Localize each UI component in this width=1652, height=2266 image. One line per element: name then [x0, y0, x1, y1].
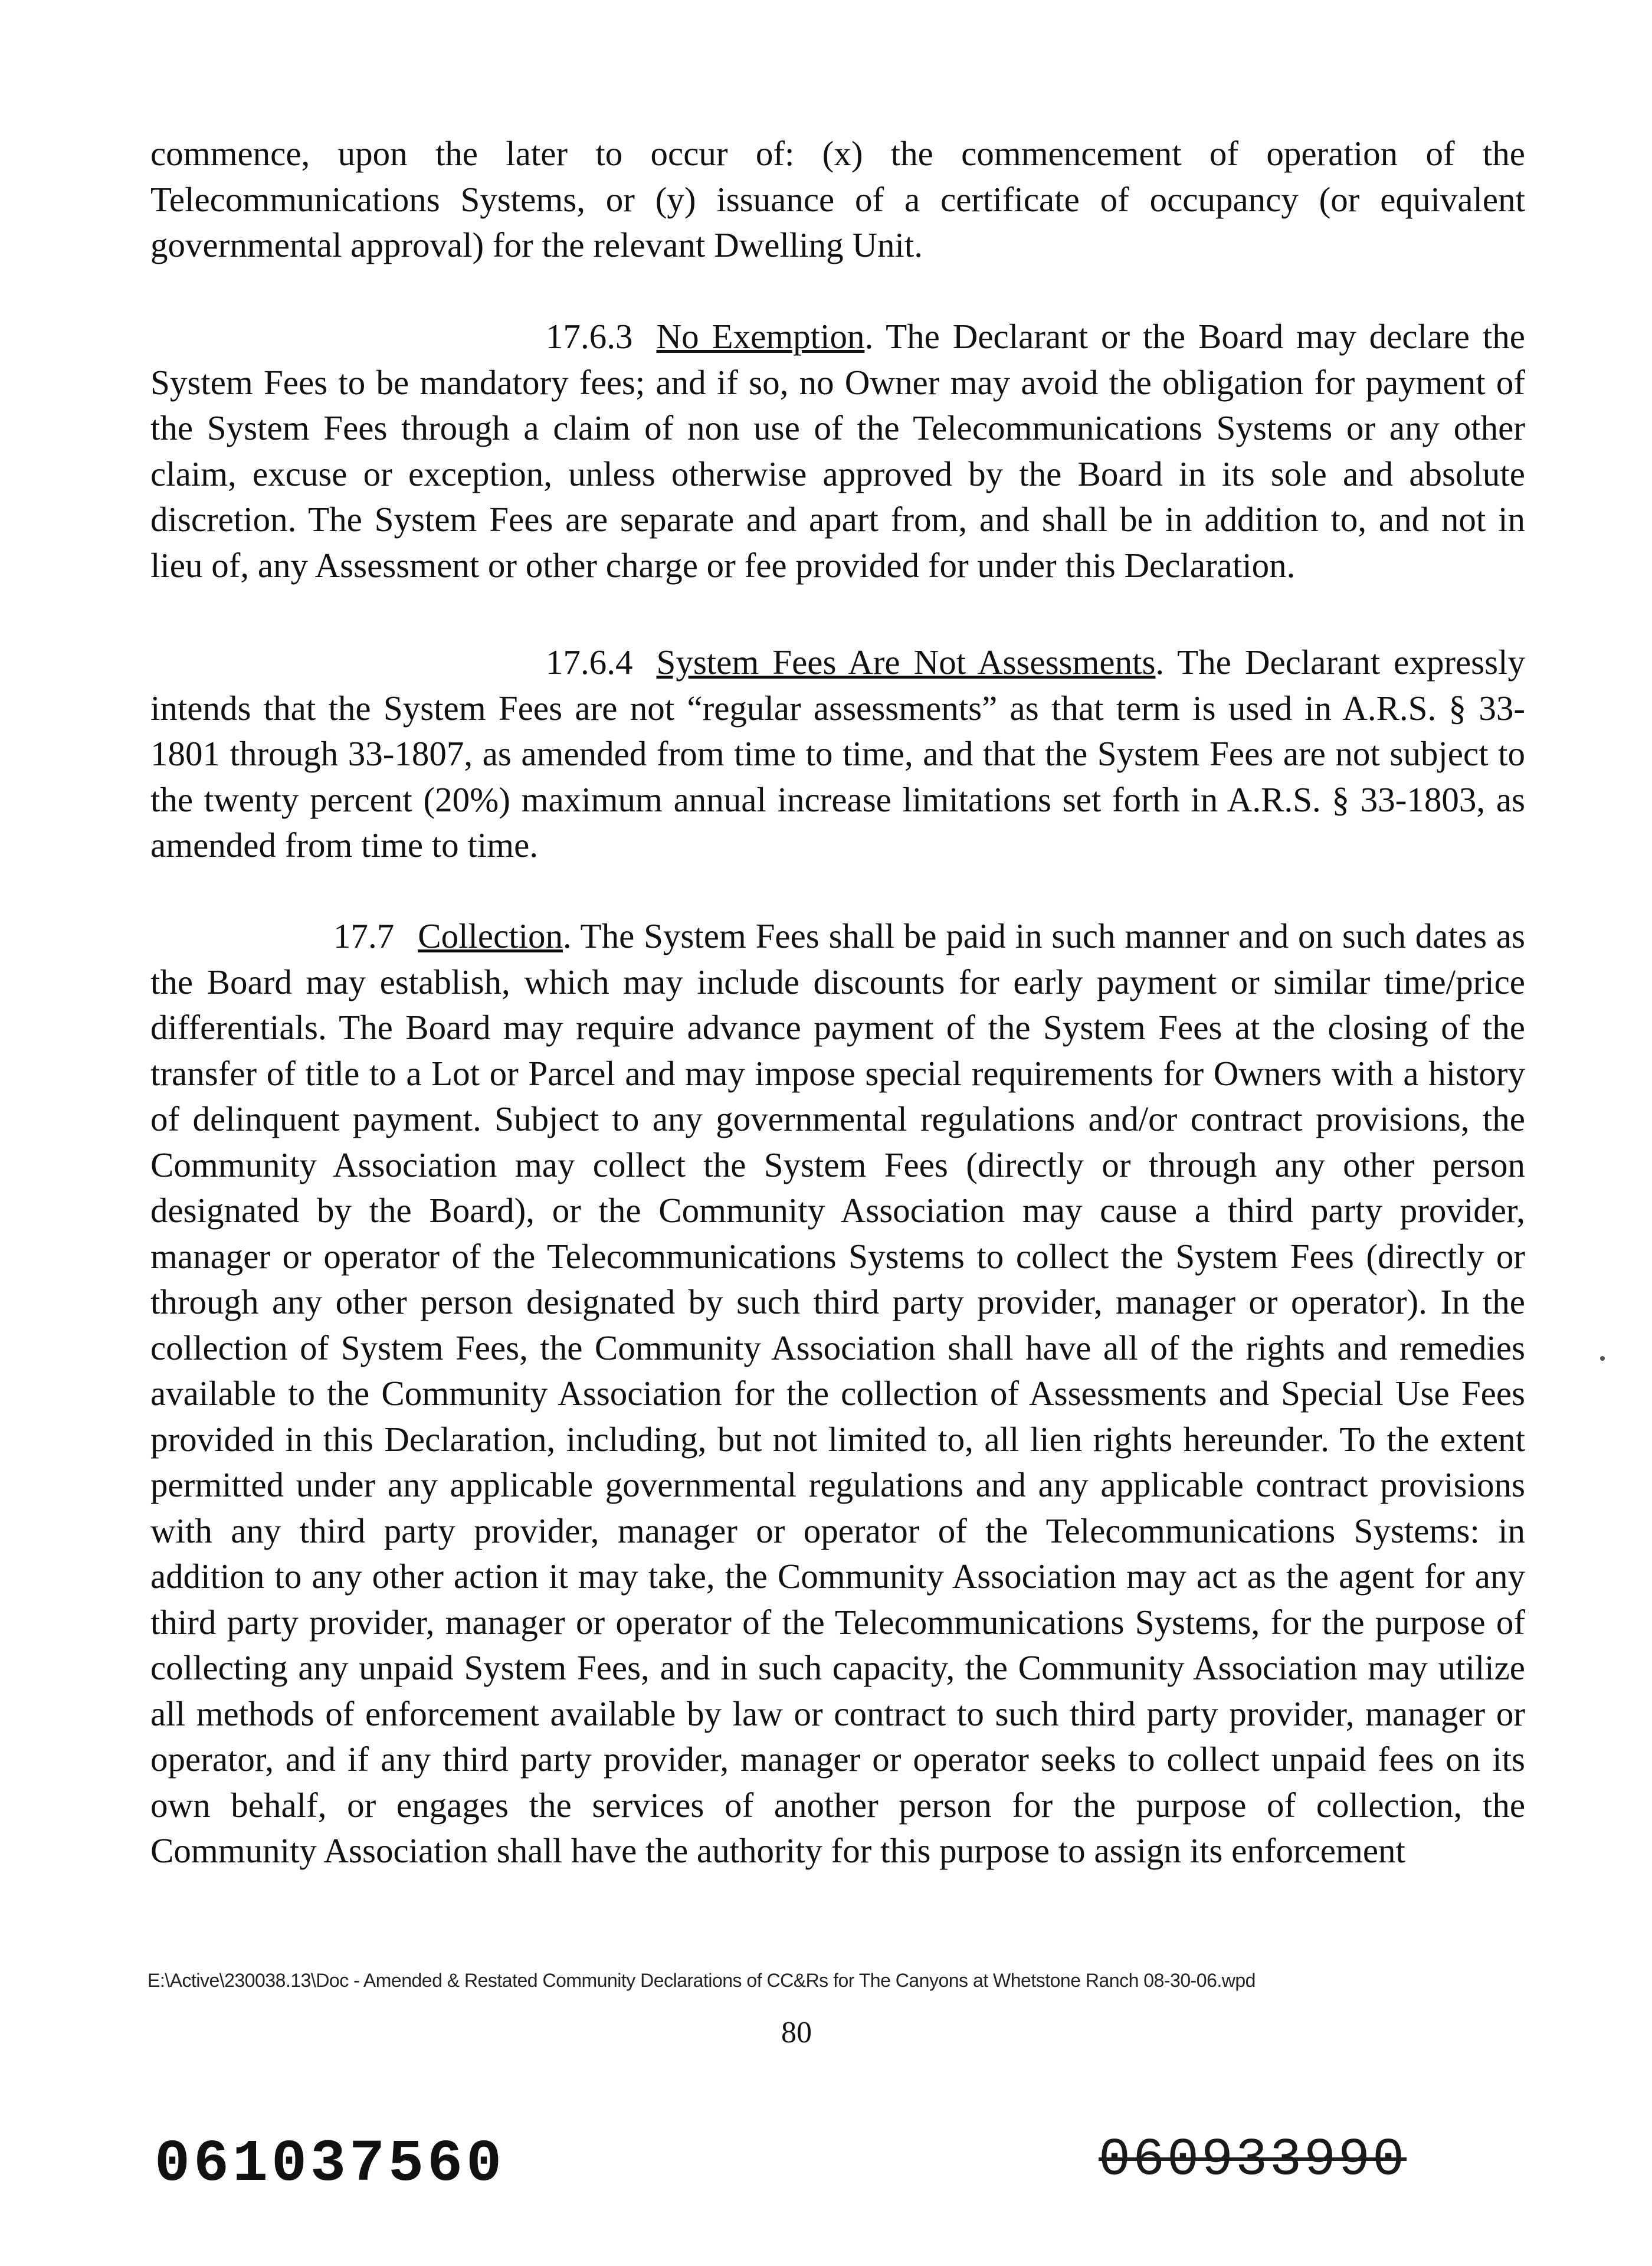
section-17-6-4	[150, 640, 1525, 869]
section-number: 17.6.4	[546, 643, 633, 682]
paragraph-continuation-text: commence, upon the later to occur of: (x) the commencement of operation of the Telecommunications Systems, or (y) issuance of a certificate of occupancy (or equivalent governmental approval) for the relevant Dwelling Unit.	[150, 134, 1525, 264]
section-number: 17.7	[333, 916, 395, 955]
footer-file-path: E:\Active\230038.13\Doc - Amended & Restated Community Declarations of CC&Rs for The Canyons at Whetstone Ranch 08-30-06.wpd	[148, 1970, 1256, 1991]
section-title: Collection	[418, 916, 563, 955]
section-17-6-3	[150, 314, 1525, 588]
section-text: . The System Fees shall be paid in such manner and on such dates as the Board may establish, which may include discounts for early payment or similar time/price differentials. The Board may require advance payment of the System Fees at the closing of the transfer of title to a Lot or Parcel and may impose special requirements for Owners with a history of delinquent payment. Subject to any governmental regulations and/or contract provisions, the Community Association may collect the System Fees (directly or through any other person designated by the Board), or the Community Association may cause a third party provider, manager or operator of the Telecommunications Systems to collect the System Fees (directly or through any other person designated by such third party provider, manager or operator). In the collection of System Fees, the Community Association shall have all of the rights and remedies available to the Community Association for the collection of Assessments and Special Use Fees provided in this Declaration, including, but not limited to, all lien rights hereunder. To the extent permitted under any applicable governmental regulations and any applicable contract provisions with any third party provider, manager or operator of the Telecommunications Systems: in addition to any other action it may take, the Community Association may act as the agent for any third party provider, manager or operator of the Telecommunications Systems, for the purpose of collecting any unpaid System Fees, and in such capacity, the Community Association may utilize all methods of enforcement available by law or contract to such third party provider, manager or operator, and if any third party provider, manager or operator seeks to collect unpaid fees on its own behalf, or engages the services of another person for the purpose of collection, the Community Association shall have the authority for this purpose to assign its enforcement	[150, 916, 1525, 1870]
section-number: 17.6.3	[546, 317, 633, 356]
struck-recording-number: 060933990	[1099, 2130, 1407, 2190]
section-text: . The Declarant expressly intends that the System Fees are not “regular assessments” as that term is used in A.R.S. § 33-1801 through 33-1807, as amended from time to time, and that the System Fees are not subject to the twenty percent (20%) maximum annual increase limitations set forth in A.R.S. § 33-1803, as amended from time to time.	[150, 643, 1525, 865]
section-title: System Fees Are Not Assessments	[656, 643, 1156, 682]
margin-dot	[1600, 1356, 1605, 1361]
page-number: 80	[781, 2016, 812, 2049]
section-17-7	[150, 913, 1525, 1874]
paragraph-continuation	[150, 131, 1525, 268]
section-text: . The Declarant or the Board may declare the System Fees to be mandatory fees; and if so, no Owner may avoid the obligation for payment of the System Fees through a claim of non use of the Telecommunications Systems or any other claim, excuse or exception, unless otherwise approved by the Board in its sole and absolute discretion. The System Fees are separate and apart from, and shall be in addition to, and not in lieu of, any Assessment or other charge or fee provided for under this Declaration.	[150, 317, 1525, 585]
recording-number: 061037560	[155, 2131, 506, 2198]
section-title: No Exemption	[656, 317, 865, 356]
